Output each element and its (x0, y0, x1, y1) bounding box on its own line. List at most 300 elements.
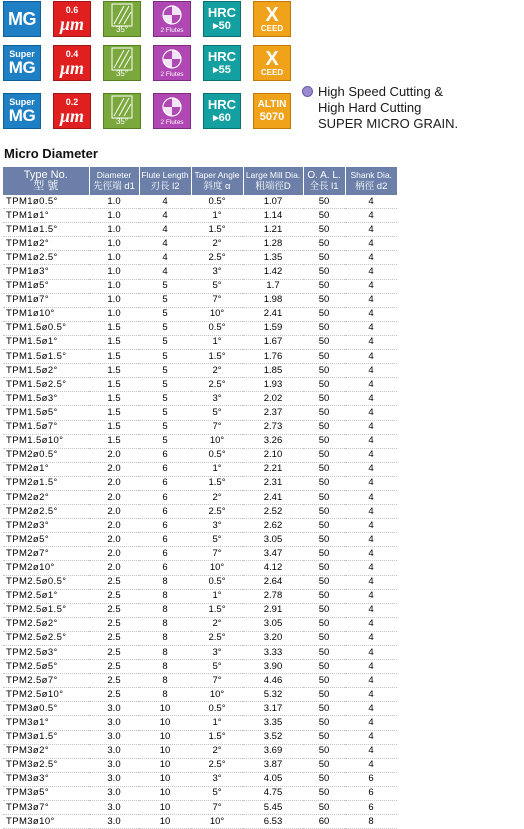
hardness-value: ▸55 (213, 64, 231, 76)
cell-diameter: 1.5 (89, 335, 139, 349)
cell-type-no: TPM2ø10° (3, 561, 89, 575)
header-oal: O. A. L. 全長 l1 (303, 167, 345, 195)
cell-shank-dia: 4 (345, 279, 397, 293)
grade-label: MG (8, 106, 36, 125)
cell-large-mill-dia: 1.07 (243, 195, 303, 209)
cell-oal: 50 (303, 617, 345, 631)
cell-diameter: 2.0 (89, 462, 139, 476)
table-row (3, 561, 397, 575)
cell-type-no: TPM3ø0.5° (3, 702, 89, 716)
cell-taper-angle: 5° (191, 279, 243, 293)
table-row (3, 223, 397, 237)
cell-shank-dia: 4 (345, 660, 397, 674)
cell-type-no: TPM3ø1° (3, 716, 89, 730)
cell-flute-length: 10 (139, 801, 191, 815)
cell-large-mill-dia: 3.69 (243, 744, 303, 758)
cell-flute-length: 10 (139, 758, 191, 772)
cell-oal: 50 (303, 533, 345, 547)
cell-taper-angle: 2.5° (191, 251, 243, 265)
table-row (3, 420, 397, 434)
coating-name: CEED (260, 67, 284, 77)
cell-flute-length: 8 (139, 617, 191, 631)
cell-type-no: TPM1.5ø1° (3, 335, 89, 349)
table-row (3, 364, 397, 378)
table-row (3, 434, 397, 448)
header-flute-length: Flute Length 刃長 l2 (139, 167, 191, 195)
cell-taper-angle: 10° (191, 561, 243, 575)
feature-line: High Hard Cutting (318, 100, 422, 115)
cell-flute-length: 4 (139, 265, 191, 279)
coating-name: CEED (260, 23, 284, 33)
cell-large-mill-dia: 2.64 (243, 575, 303, 589)
cell-large-mill-dia: 1.14 (243, 209, 303, 223)
cell-diameter: 1.0 (89, 265, 139, 279)
cell-large-mill-dia: 2.37 (243, 406, 303, 420)
cell-taper-angle: 1.5° (191, 350, 243, 364)
cell-large-mill-dia: 2.10 (243, 448, 303, 462)
cell-shank-dia: 4 (345, 462, 397, 476)
cell-oal: 60 (303, 815, 345, 829)
hardness-badge (203, 93, 241, 129)
cell-type-no: TPM1.5ø2.5° (3, 378, 89, 392)
grade-label: MG (8, 9, 36, 29)
cell-oal: 50 (303, 293, 345, 307)
cell-flute-length: 6 (139, 519, 191, 533)
cell-large-mill-dia: 1.21 (243, 223, 303, 237)
cell-shank-dia: 4 (345, 378, 397, 392)
cell-diameter: 1.5 (89, 378, 139, 392)
cell-taper-angle: 1° (191, 209, 243, 223)
table-row (3, 307, 397, 321)
cell-taper-angle: 0.5° (191, 575, 243, 589)
cell-oal: 50 (303, 758, 345, 772)
cell-large-mill-dia: 3.20 (243, 631, 303, 645)
cell-oal: 50 (303, 646, 345, 660)
cell-type-no: TPM2.5ø7° (3, 674, 89, 688)
table-row (3, 758, 397, 772)
cell-oal: 50 (303, 730, 345, 744)
cell-flute-length: 10 (139, 744, 191, 758)
cell-diameter: 1.0 (89, 307, 139, 321)
feature-note (302, 84, 458, 132)
coating-badge (253, 93, 291, 129)
cell-oal: 50 (303, 786, 345, 800)
cell-large-mill-dia: 5.45 (243, 801, 303, 815)
cell-flute-length: 10 (139, 716, 191, 730)
coating-x-icon: X (265, 47, 279, 70)
coating-badge (253, 45, 291, 81)
cell-taper-angle: 10° (191, 307, 243, 321)
cell-flute-length: 5 (139, 392, 191, 406)
cell-flute-length: 8 (139, 631, 191, 645)
cell-taper-angle: 2° (191, 237, 243, 251)
cell-large-mill-dia: 6.53 (243, 815, 303, 829)
cell-taper-angle: 3° (191, 265, 243, 279)
cell-large-mill-dia: 1.85 (243, 364, 303, 378)
cell-large-mill-dia: 3.17 (243, 702, 303, 716)
cell-flute-length: 6 (139, 547, 191, 561)
cell-shank-dia: 4 (345, 716, 397, 730)
cell-diameter: 1.0 (89, 279, 139, 293)
cell-flute-length: 5 (139, 293, 191, 307)
cell-flute-length: 10 (139, 786, 191, 800)
cell-shank-dia: 4 (345, 533, 397, 547)
icon-row (3, 45, 303, 81)
cell-shank-dia: 4 (345, 631, 397, 645)
table-row (3, 801, 397, 815)
cell-oal: 50 (303, 547, 345, 561)
cell-oal: 50 (303, 561, 345, 575)
cell-taper-angle: 2.5° (191, 378, 243, 392)
cell-oal: 50 (303, 631, 345, 645)
cell-taper-angle: 5° (191, 533, 243, 547)
cell-type-no: TPM2ø7° (3, 547, 89, 561)
cell-type-no: TPM1.5ø10° (3, 434, 89, 448)
cell-diameter: 2.5 (89, 688, 139, 702)
cell-diameter: 2.5 (89, 674, 139, 688)
cell-type-no: TPM1ø0.5° (3, 195, 89, 209)
cell-type-no: TPM3ø10° (3, 815, 89, 829)
cell-diameter: 1.0 (89, 251, 139, 265)
cell-type-no: TPM3ø5° (3, 786, 89, 800)
cell-type-no: TPM1.5ø5° (3, 406, 89, 420)
cell-type-no: TPM3ø3° (3, 772, 89, 786)
cell-large-mill-dia: 3.52 (243, 730, 303, 744)
cell-oal: 50 (303, 307, 345, 321)
coating-badge (253, 1, 291, 37)
cell-shank-dia: 4 (345, 589, 397, 603)
table-row (3, 237, 397, 251)
cell-shank-dia: 4 (345, 195, 397, 209)
cell-shank-dia: 4 (345, 617, 397, 631)
cell-flute-length: 5 (139, 434, 191, 448)
cell-taper-angle: 0.5° (191, 702, 243, 716)
cell-large-mill-dia: 1.67 (243, 335, 303, 349)
feature-line: SUPER MICRO GRAIN. (318, 116, 459, 131)
cell-diameter: 1.5 (89, 406, 139, 420)
cell-taper-angle: 10° (191, 434, 243, 448)
cell-diameter: 2.0 (89, 519, 139, 533)
cell-diameter: 3.0 (89, 772, 139, 786)
cell-taper-angle: 5° (191, 406, 243, 420)
cell-large-mill-dia: 3.05 (243, 617, 303, 631)
cell-type-no: TPM2ø3° (3, 519, 89, 533)
cell-type-no: TPM2.5ø5° (3, 660, 89, 674)
cell-large-mill-dia: 3.90 (243, 660, 303, 674)
cell-large-mill-dia: 1.98 (243, 293, 303, 307)
cell-flute-length: 5 (139, 406, 191, 420)
cell-taper-angle: 0.5° (191, 321, 243, 335)
cell-oal: 50 (303, 603, 345, 617)
cell-flute-length: 6 (139, 490, 191, 504)
table-row (3, 448, 397, 462)
cell-oal: 50 (303, 378, 345, 392)
table-row (3, 702, 397, 716)
coating-x-icon: X (265, 3, 279, 26)
cell-large-mill-dia: 5.32 (243, 688, 303, 702)
table-row (3, 674, 397, 688)
grain-size-value: 0.2 (65, 96, 79, 107)
cell-taper-angle: 1° (191, 335, 243, 349)
cell-diameter: 1.0 (89, 195, 139, 209)
cell-shank-dia: 4 (345, 448, 397, 462)
cell-taper-angle: 3° (191, 392, 243, 406)
grade-badge (3, 93, 41, 129)
cell-flute-length: 5 (139, 335, 191, 349)
cell-diameter: 1.0 (89, 223, 139, 237)
cell-diameter: 2.5 (89, 603, 139, 617)
cell-type-no: TPM1ø5° (3, 279, 89, 293)
cell-type-no: TPM3ø1.5° (3, 730, 89, 744)
cell-shank-dia: 4 (345, 547, 397, 561)
table-row (3, 406, 397, 420)
table-row (3, 378, 397, 392)
cell-oal: 50 (303, 265, 345, 279)
table-row (3, 589, 397, 603)
hardness-value: ▸50 (213, 20, 231, 32)
cell-shank-dia: 4 (345, 321, 397, 335)
cell-large-mill-dia: 4.75 (243, 786, 303, 800)
cell-shank-dia: 4 (345, 420, 397, 434)
cell-taper-angle: 1° (191, 716, 243, 730)
table-row (3, 744, 397, 758)
cell-shank-dia: 4 (345, 237, 397, 251)
cell-large-mill-dia: 2.21 (243, 462, 303, 476)
table-row (3, 730, 397, 744)
cell-large-mill-dia: 4.12 (243, 561, 303, 575)
cell-flute-length: 4 (139, 251, 191, 265)
grain-size-value: 0.4 (65, 48, 79, 59)
cell-flute-length: 8 (139, 575, 191, 589)
cell-oal: 50 (303, 335, 345, 349)
cell-diameter: 2.0 (89, 476, 139, 490)
cell-diameter: 3.0 (89, 730, 139, 744)
cell-taper-angle: 7° (191, 547, 243, 561)
cell-oal: 50 (303, 434, 345, 448)
cell-oal: 50 (303, 237, 345, 251)
table-row (3, 195, 397, 209)
cell-large-mill-dia: 4.46 (243, 674, 303, 688)
cell-flute-length: 10 (139, 772, 191, 786)
cell-shank-dia: 4 (345, 744, 397, 758)
cell-flute-length: 10 (139, 730, 191, 744)
cell-taper-angle: 0.5° (191, 448, 243, 462)
cell-type-no: TPM2.5ø10° (3, 688, 89, 702)
icon-row (3, 1, 303, 37)
bullet-icon (302, 86, 313, 97)
cell-large-mill-dia: 2.41 (243, 490, 303, 504)
cell-shank-dia: 4 (345, 674, 397, 688)
cell-taper-angle: 2.5° (191, 758, 243, 772)
header-shank-dia: Shank Dia. 柄徑 d2 (345, 167, 397, 195)
header-taper-angle: Taper Angle 斜度 α (191, 167, 243, 195)
cell-large-mill-dia: 1.28 (243, 237, 303, 251)
table-row (3, 392, 397, 406)
cell-diameter: 2.5 (89, 660, 139, 674)
cell-oal: 50 (303, 772, 345, 786)
cell-flute-length: 5 (139, 420, 191, 434)
cell-type-no: TPM1ø3° (3, 265, 89, 279)
table-row (3, 209, 397, 223)
hardness-badge (203, 1, 241, 37)
header-large-mill-dia: Large Mill Dia. 粗端徑D (243, 167, 303, 195)
cell-taper-angle: 2° (191, 490, 243, 504)
cell-type-no: TPM1.5ø7° (3, 420, 89, 434)
table-row (3, 547, 397, 561)
grain-size-badge (53, 1, 91, 37)
grain-size-value: 0.6 (65, 4, 79, 15)
cell-oal: 50 (303, 321, 345, 335)
cell-diameter: 3.0 (89, 744, 139, 758)
table-row (3, 646, 397, 660)
cell-type-no: TPM2.5ø2° (3, 617, 89, 631)
cell-large-mill-dia: 3.05 (243, 533, 303, 547)
table-row (3, 631, 397, 645)
cell-flute-length: 8 (139, 603, 191, 617)
cell-taper-angle: 3° (191, 772, 243, 786)
hardness-badge (203, 45, 241, 81)
cell-diameter: 3.0 (89, 786, 139, 800)
cell-diameter: 1.0 (89, 237, 139, 251)
header-type-no: Type No. 型 號 (3, 167, 89, 195)
cell-type-no: TPM2ø0.5° (3, 448, 89, 462)
cell-taper-angle: 2.5° (191, 505, 243, 519)
cell-oal: 50 (303, 279, 345, 293)
table-row (3, 688, 397, 702)
cell-taper-angle: 7° (191, 801, 243, 815)
grain-size-badge (53, 45, 91, 81)
hardness-value: ▸60 (213, 112, 231, 124)
cell-shank-dia: 4 (345, 603, 397, 617)
cell-shank-dia: 4 (345, 490, 397, 504)
cell-oal: 50 (303, 476, 345, 490)
cell-taper-angle: 1.5° (191, 603, 243, 617)
flute-count-label: 2 Flutes (160, 27, 184, 34)
cell-oal: 50 (303, 589, 345, 603)
cell-taper-angle: 1° (191, 589, 243, 603)
cell-oal: 50 (303, 688, 345, 702)
cell-type-no: TPM2.5ø1° (3, 589, 89, 603)
cell-flute-length: 8 (139, 589, 191, 603)
cell-large-mill-dia: 2.02 (243, 392, 303, 406)
table-row (3, 575, 397, 589)
cell-diameter: 1.0 (89, 293, 139, 307)
cell-taper-angle: 10° (191, 688, 243, 702)
cell-large-mill-dia: 1.93 (243, 378, 303, 392)
cell-flute-length: 8 (139, 660, 191, 674)
cell-large-mill-dia: 3.87 (243, 758, 303, 772)
cell-flute-length: 6 (139, 505, 191, 519)
cell-oal: 50 (303, 702, 345, 716)
table-row (3, 293, 397, 307)
cell-flute-length: 5 (139, 364, 191, 378)
cell-diameter: 2.5 (89, 575, 139, 589)
cell-type-no: TPM2ø2.5° (3, 505, 89, 519)
helix-angle-badge (103, 93, 141, 129)
table-row (3, 815, 397, 829)
cell-shank-dia: 4 (345, 646, 397, 660)
cell-shank-dia: 4 (345, 335, 397, 349)
table-row (3, 335, 397, 349)
cell-taper-angle: 2° (191, 364, 243, 378)
cell-type-no: TPM2ø1° (3, 462, 89, 476)
grade-badge (3, 1, 41, 37)
feature-line: High Speed Cutting & (318, 84, 444, 99)
coating-name: ALTIN (257, 99, 287, 110)
helix-angle-label: 35° (115, 25, 129, 34)
cell-oal: 50 (303, 195, 345, 209)
table-row (3, 321, 397, 335)
table-row (3, 617, 397, 631)
cell-oal: 50 (303, 392, 345, 406)
cell-oal: 50 (303, 350, 345, 364)
cell-diameter: 2.0 (89, 561, 139, 575)
cell-oal: 50 (303, 462, 345, 476)
cell-oal: 50 (303, 420, 345, 434)
cell-oal: 50 (303, 406, 345, 420)
table-row (3, 505, 397, 519)
cell-shank-dia: 4 (345, 702, 397, 716)
cell-shank-dia: 4 (345, 223, 397, 237)
cell-diameter: 1.5 (89, 321, 139, 335)
table-row (3, 716, 397, 730)
cell-flute-length: 5 (139, 378, 191, 392)
section-title: Micro Diameter (4, 146, 98, 161)
cell-taper-angle: 2° (191, 744, 243, 758)
cell-flute-length: 4 (139, 195, 191, 209)
cell-taper-angle: 3° (191, 519, 243, 533)
cell-taper-angle: 7° (191, 293, 243, 307)
cell-large-mill-dia: 1.76 (243, 350, 303, 364)
cell-taper-angle: 7° (191, 420, 243, 434)
cell-flute-length: 8 (139, 674, 191, 688)
cell-shank-dia: 4 (345, 209, 397, 223)
cell-shank-dia: 4 (345, 476, 397, 490)
cell-flute-length: 10 (139, 815, 191, 829)
cell-oal: 50 (303, 209, 345, 223)
cell-type-no: TPM1ø2.5° (3, 251, 89, 265)
cell-taper-angle: 2° (191, 617, 243, 631)
cell-taper-angle: 1.5° (191, 223, 243, 237)
cell-large-mill-dia: 2.31 (243, 476, 303, 490)
cell-oal: 50 (303, 251, 345, 265)
cell-shank-dia: 4 (345, 350, 397, 364)
cell-taper-angle: 7° (191, 674, 243, 688)
cell-type-no: TPM1ø10° (3, 307, 89, 321)
table-row (3, 490, 397, 504)
cell-oal: 50 (303, 575, 345, 589)
cell-flute-length: 4 (139, 209, 191, 223)
cell-oal: 50 (303, 364, 345, 378)
cell-diameter: 2.5 (89, 631, 139, 645)
cell-diameter: 2.0 (89, 448, 139, 462)
table-row (3, 786, 397, 800)
table-header-row (3, 167, 397, 195)
hardness-label: HRC (207, 49, 237, 64)
cell-diameter: 1.5 (89, 434, 139, 448)
cell-flute-length: 8 (139, 646, 191, 660)
grade-prefix: Super (9, 49, 35, 59)
cell-taper-angle: 5° (191, 786, 243, 800)
flute-count-badge (153, 1, 191, 37)
cell-taper-angle: 10° (191, 815, 243, 829)
cell-oal: 50 (303, 223, 345, 237)
flute-count-badge (153, 93, 191, 129)
table-row (3, 603, 397, 617)
cell-shank-dia: 6 (345, 801, 397, 815)
grain-size-unit: μm (59, 57, 84, 78)
cell-large-mill-dia: 1.7 (243, 279, 303, 293)
